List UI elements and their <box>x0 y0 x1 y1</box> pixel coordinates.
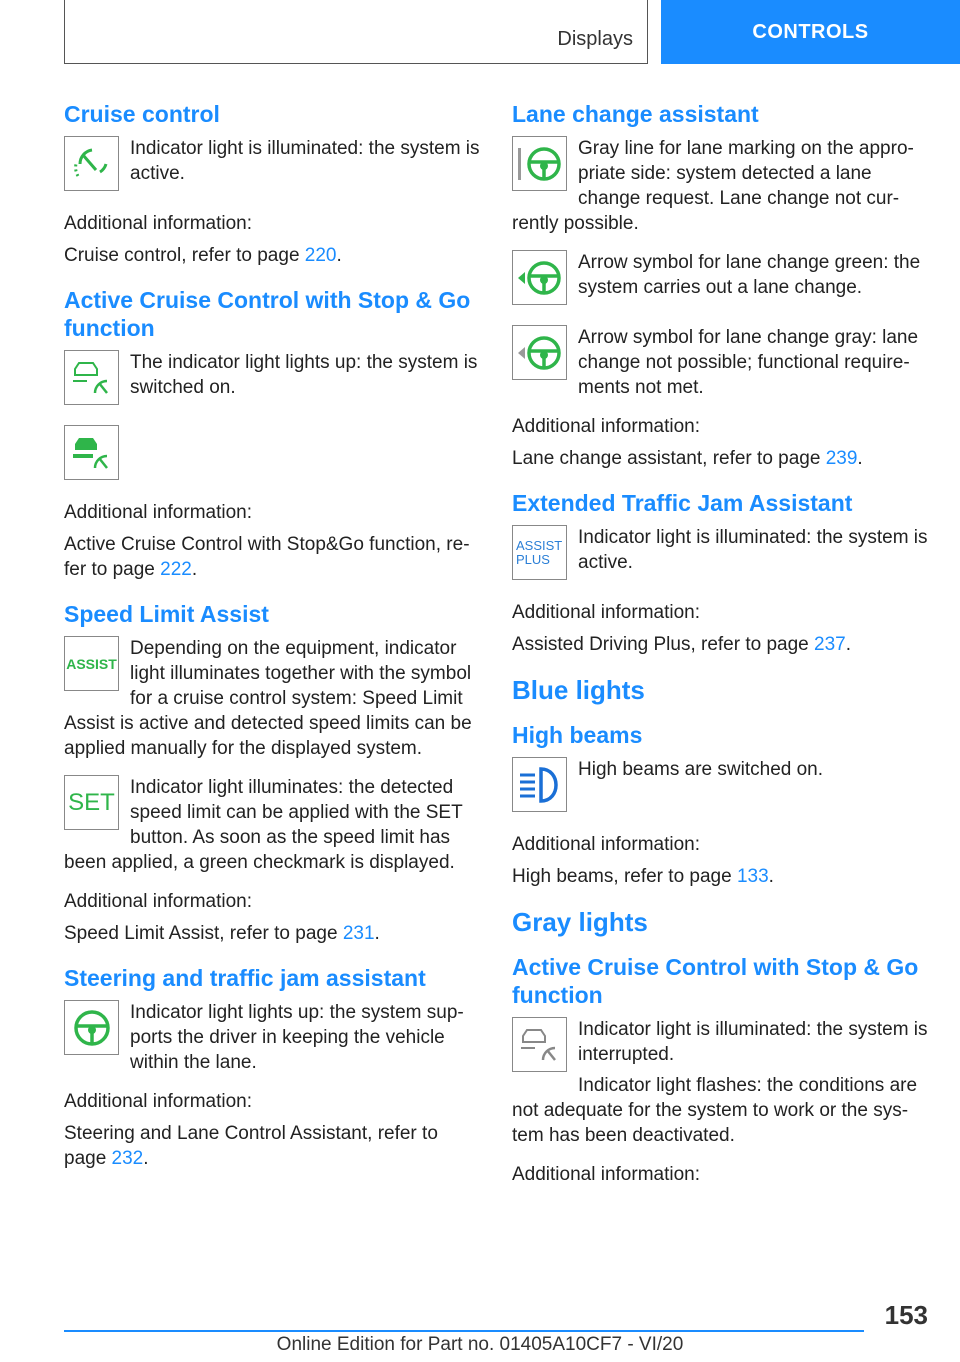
indicator-description: Arrow symbol for lane change gray: lane change not possible; functional requirements not met. <box>578 327 919 398</box>
indicator-description: Indicator light is illuminated: the system is interrupted. <box>578 1019 928 1065</box>
indicator-entry <box>64 636 480 761</box>
steering-wheel-icon <box>64 1000 119 1055</box>
assist-text-icon <box>64 636 119 691</box>
reference-text: High beams, refer to page <box>512 866 737 887</box>
section-title: Extended Traffic Jam Assistant <box>512 490 853 516</box>
additional-info-label: Additional information: <box>64 502 252 523</box>
assist-plus-icon <box>512 525 567 580</box>
footer-edition: Online Edition for Part no. 01405A10CF7 - VI/20 <box>276 1334 684 1355</box>
indicator-entry <box>64 425 480 486</box>
indicator-description: Gray line for lane marking on the appropriate side: system detected a lane change request. Lane change not currently possible. <box>512 138 914 234</box>
indicator-description: Depending on the equipment, indicator light illuminates together with the symbol for a cruise control system: Speed Limit Assist is active and detected speed limits can be applied manually for the displayed system. <box>64 638 472 759</box>
page-reference: High beams, refer to page 133. <box>512 866 774 887</box>
page-reference: Assisted Driving Plus, refer to page 237. <box>512 634 852 655</box>
additional-info-label: Additional information: <box>512 602 700 623</box>
section-title: High beams <box>512 722 643 748</box>
indicator-description: High beams are switched on. <box>578 759 824 780</box>
indicator-description: Arrow symbol for lane change green: the system carries out a lane change. <box>578 252 921 298</box>
reference-text: Cruise control, refer to page <box>64 245 305 266</box>
page-reference: Lane change assistant, refer to page 239. <box>512 448 863 469</box>
page-link-239[interactable]: 239 <box>825 448 858 469</box>
left-column <box>64 100 480 1189</box>
footer-divider <box>64 1330 864 1332</box>
reference-text: Steering and Lane Control Assistant, refer to page <box>64 1123 438 1169</box>
indicator-entry <box>64 350 480 411</box>
section-title: Cruise control <box>64 101 220 127</box>
page-link-222[interactable]: 222 <box>160 559 192 580</box>
section-blue-lights <box>512 675 930 889</box>
steering-wheel-gray-arrow-icon <box>512 325 567 380</box>
page-reference: Steering and Lane Control Assistant, refer to page 232. <box>64 1123 438 1169</box>
section-title: Steering and traffic jam assistant <box>64 965 426 991</box>
car-speedometer-gray-icon <box>512 1017 567 1072</box>
page-link-133[interactable]: 133 <box>736 866 769 887</box>
page-link-220[interactable]: 220 <box>304 245 337 266</box>
assist-label: ASSIST <box>66 655 117 672</box>
section-title: Lane change assistant <box>512 101 759 127</box>
indicator-entry <box>64 1000 480 1075</box>
high-beam-icon <box>512 757 567 812</box>
indicator-description: The indicator light lights up: the system is switched on. <box>130 352 478 398</box>
section-title: Active Cruise Control with Stop & Go function <box>512 954 919 1008</box>
indicator-description: Indicator light illuminates: the detected speed limit can be applied with the SET button. As soon as the speed limit has been applied, a green checkmark is displayed. <box>64 777 463 873</box>
header-tab-controls[interactable]: CONTROLS <box>661 0 960 64</box>
section-speed-limit-assist <box>64 600 480 946</box>
speedometer-icon <box>64 136 119 191</box>
page-reference: Cruise control, refer to page 220. <box>64 245 342 266</box>
page-link-232[interactable]: 232 <box>111 1148 144 1169</box>
header-box <box>64 0 648 64</box>
page-number: 153 <box>884 1300 928 1330</box>
section-title: Speed Limit Assist <box>64 601 269 627</box>
assist-label: ASSIST <box>516 537 563 553</box>
indicator-description: Indicator light lights up: the system supports the driver in keeping the vehicle within the lane. <box>130 1002 464 1073</box>
section-acc <box>64 286 480 582</box>
indicator-description: Indicator light is illuminated: the system is active. <box>578 527 928 573</box>
additional-info-label: Additional information: <box>512 416 700 437</box>
steering-wheel-gray-line-icon <box>512 136 567 191</box>
additional-info-label: Additional information: <box>64 891 252 912</box>
indicator-entry <box>64 775 480 875</box>
section-gray-lights <box>512 907 930 1187</box>
car-speedometer-outline-icon <box>64 350 119 405</box>
set-label: SET <box>68 788 115 816</box>
additional-info-label: Additional information: <box>512 834 700 855</box>
indicator-entry <box>64 136 480 197</box>
additional-info-label: Additional information: <box>64 213 252 234</box>
page-link-237[interactable]: 237 <box>814 634 846 655</box>
section-lane-change-assistant <box>512 100 930 471</box>
section-title: Active Cruise Control with Stop & Go function <box>64 287 471 341</box>
reference-text: Assisted Driving Plus, refer to page <box>512 634 815 655</box>
plus-label: PLUS <box>516 551 550 567</box>
page-reference: Speed Limit Assist, refer to page 231. <box>64 923 380 944</box>
reference-text: Lane change assistant, refer to page <box>512 448 826 469</box>
right-column <box>512 100 930 1205</box>
header-section: Displays <box>557 28 633 50</box>
steering-wheel-green-arrow-icon <box>512 250 567 305</box>
reference-text: Active Cruise Control with Stop&Go function, refer to page <box>64 534 470 580</box>
page-reference: Active Cruise Control with Stop&Go function, refer to page 222. <box>64 534 470 580</box>
indicator-entry <box>512 1017 930 1148</box>
section-cruise-control <box>64 100 480 268</box>
indicator-description: Indicator light is illuminated: the system is active. <box>130 138 480 184</box>
indicator-entry <box>512 757 930 818</box>
chapter-heading: Gray lights <box>512 907 648 937</box>
car-speedometer-filled-icon <box>64 425 119 480</box>
indicator-description-2: Indicator light flashes: the conditions are not adequate for the system to work or the system has been deactivated. <box>512 1075 918 1146</box>
reference-text: Speed Limit Assist, refer to page <box>64 923 343 944</box>
section-steering-assistant <box>64 964 480 1171</box>
indicator-entry <box>512 525 930 586</box>
chapter-heading: Blue lights <box>512 675 645 705</box>
indicator-entry <box>512 250 930 311</box>
set-text-icon <box>64 775 119 830</box>
additional-info-label: Additional information: <box>512 1164 700 1185</box>
section-extended-traffic-jam-assistant <box>512 489 930 657</box>
page-link-231[interactable]: 231 <box>342 923 375 944</box>
indicator-entry <box>512 136 930 236</box>
indicator-entry <box>512 325 930 400</box>
additional-info-label: Additional information: <box>64 1091 252 1112</box>
